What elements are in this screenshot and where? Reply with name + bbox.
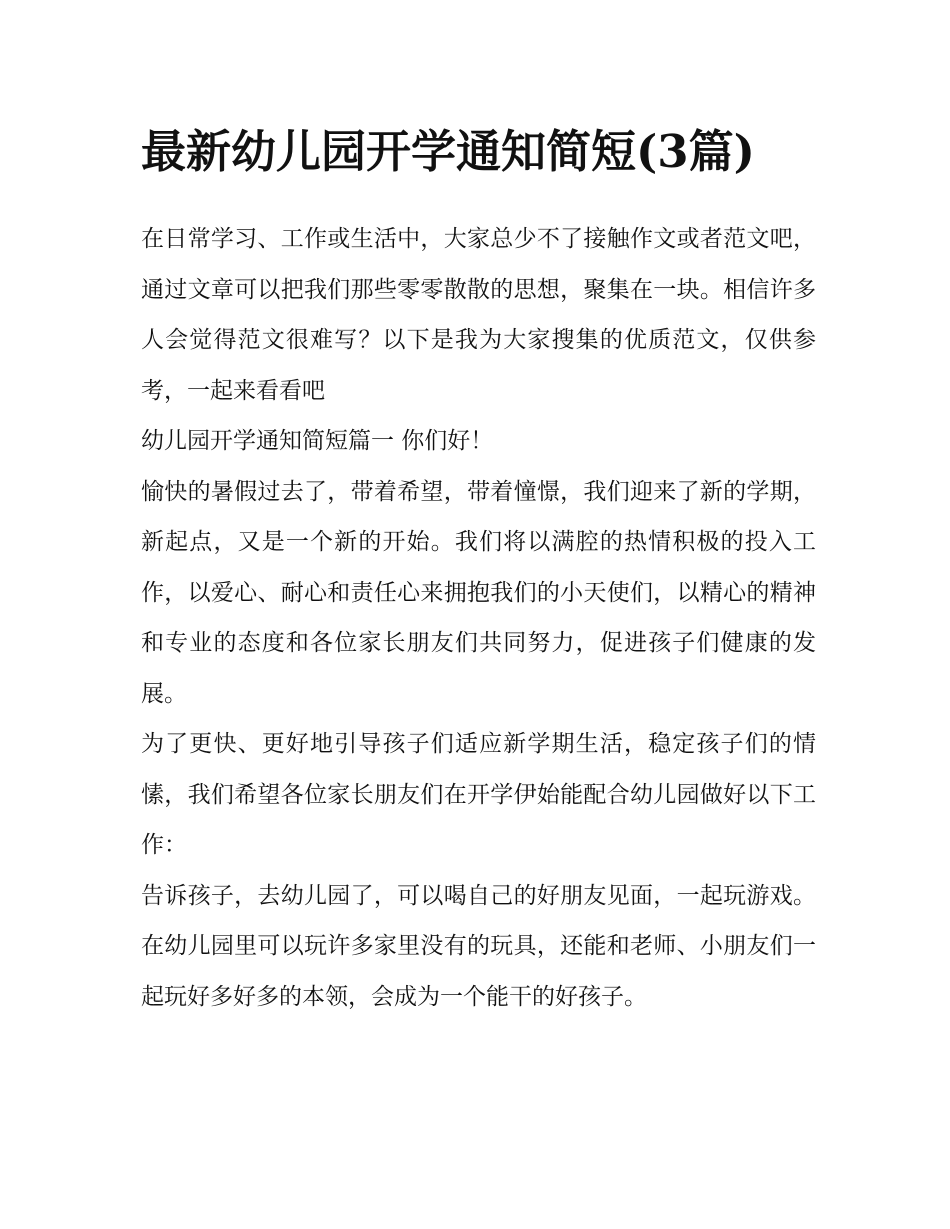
paragraph-body-2: 为了更快、更好地引导孩子们适应新学期生活，稳定孩子们的情愫，我们希望各位家长朋友们在开学伊始能配合幼儿园做好以下工作： — [141, 731, 816, 858]
paragraph-body-3: 告诉孩子，去幼儿园了，可以喝自己的好朋友见面，一起玩游戏。在幼儿园里可以玩许多家里没有的玩具，还能和老师、小朋友们一起玩好多好多的本领，会成为一个能干的好孩子。 — [141, 882, 816, 1010]
document-body — [141, 112, 816, 1022]
document-title: 最新幼儿园开学通知简短(3篇) — [141, 125, 755, 178]
paragraph-body-1: 愉快的暑假过去了，带着希望，带着憧憬，我们迎来了新的学期，新起点，又是一个新的开始。我们将以满腔的热情积极的投入工作，以爱心、耐心和责任心来拥抱我们的小天使们，以精心的精神和专业的态度和各位家长朋友们共同努力，促进孩子们健康的发展。 — [141, 478, 816, 707]
paragraph-section-heading: 幼儿园开学通知简短篇一 你们好！ — [141, 428, 494, 454]
paragraph-intro: 在日常学习、工作或生活中，大家总少不了接触作文或者范文吧，通过文章可以把我们那些零零散散的思想，聚集在一块。相信许多人会觉得范文很难写？以下是我为大家搜集的优质范文，仅供参考，一起来看看吧 — [141, 226, 816, 404]
